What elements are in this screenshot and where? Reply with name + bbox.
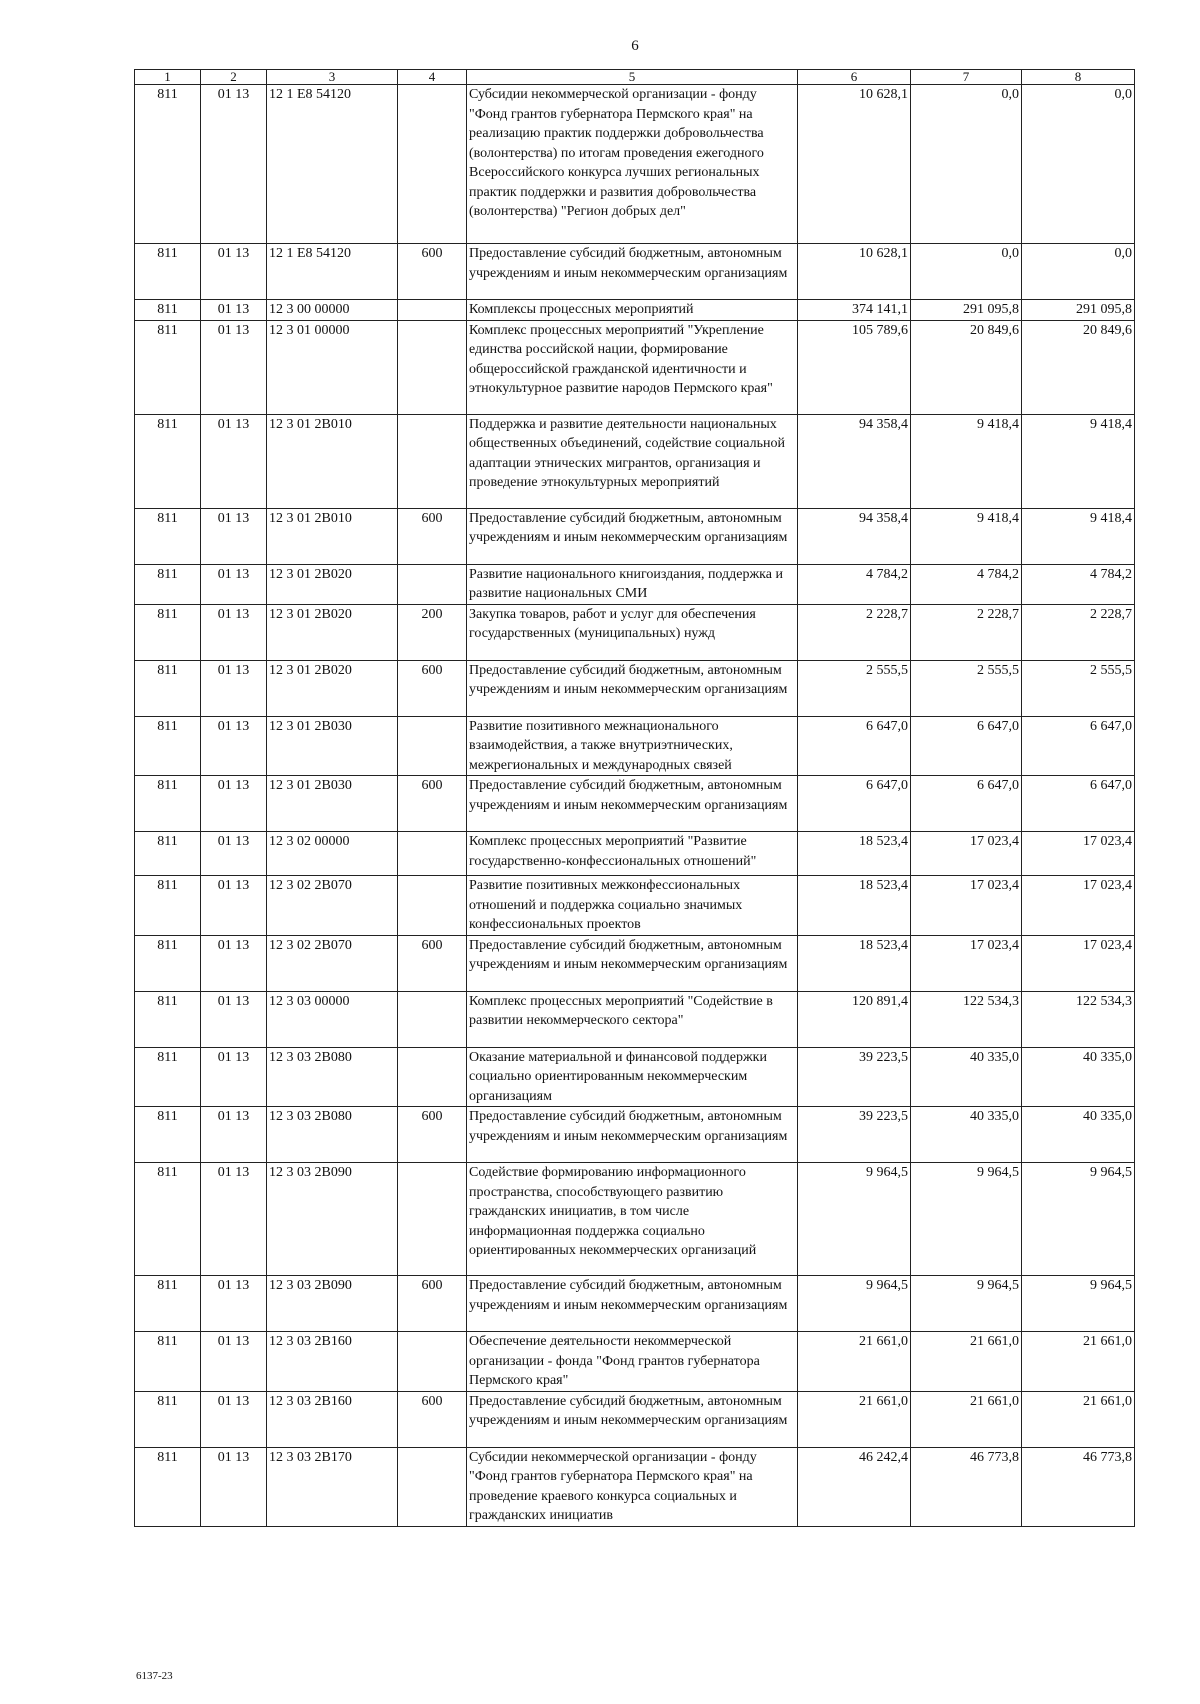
amount-cell: 374 141,1: [798, 300, 911, 321]
table-row: [135, 935, 1135, 991]
section-code-cell: 01 13: [201, 604, 267, 660]
table-row: [135, 716, 1135, 776]
table-row: [135, 1391, 1135, 1447]
table-row: [135, 660, 1135, 716]
target-article-cell: 12 1 E8 54120: [267, 244, 398, 300]
column-header: 2: [201, 70, 267, 85]
amount-cell: 6 647,0: [911, 716, 1022, 776]
amount-cell: 94 358,4: [798, 508, 911, 564]
section-code-cell: 01 13: [201, 1107, 267, 1163]
table-row: [135, 1276, 1135, 1332]
amount-cell: 9 964,5: [1022, 1276, 1135, 1332]
admin-code-cell: 811: [135, 244, 201, 300]
section-code-cell: 01 13: [201, 776, 267, 832]
section-code-cell: 01 13: [201, 414, 267, 508]
amount-cell: 94 358,4: [798, 414, 911, 508]
admin-code-cell: 811: [135, 991, 201, 1047]
admin-code-cell: 811: [135, 564, 201, 604]
amount-cell: 17 023,4: [911, 935, 1022, 991]
section-code-cell: 01 13: [201, 300, 267, 321]
table-row: [135, 776, 1135, 832]
admin-code-cell: 811: [135, 85, 201, 244]
expense-type-cell: 600: [398, 1276, 467, 1332]
amount-cell: 6 647,0: [1022, 776, 1135, 832]
amount-cell: 40 335,0: [1022, 1047, 1135, 1107]
section-code-cell: 01 13: [201, 935, 267, 991]
description-cell: Содействие формированию информационного пространства, способствующего развитию гражданских инициатив, в том числе информационная поддержка социально ориентированных некоммерческих организаций: [467, 1163, 798, 1276]
expense-type-cell: [398, 1163, 467, 1276]
description-cell: Развитие позитивного межнационального взаимодействия, а также внутриэтнических, межрегиональных и международных связей: [467, 716, 798, 776]
footer-document-code: 6137-23: [136, 1670, 173, 1682]
page-number: 6: [631, 38, 639, 54]
amount-cell: 9 418,4: [911, 508, 1022, 564]
description-cell: Предоставление субсидий бюджетным, автономным учреждениям и иным некоммерческим организациям: [467, 660, 798, 716]
target-article-cell: 12 3 01 2B020: [267, 604, 398, 660]
description-cell: Предоставление субсидий бюджетным, автономным учреждениям и иным некоммерческим организациям: [467, 935, 798, 991]
expense-type-cell: 600: [398, 508, 467, 564]
amount-cell: 21 661,0: [911, 1391, 1022, 1447]
table-row: [135, 1163, 1135, 1276]
table-row: [135, 300, 1135, 321]
amount-cell: 20 849,6: [1022, 320, 1135, 414]
expense-type-cell: 600: [398, 1391, 467, 1447]
amount-cell: 17 023,4: [1022, 832, 1135, 876]
expense-type-cell: [398, 991, 467, 1047]
target-article-cell: 12 3 03 2B170: [267, 1447, 398, 1526]
target-article-cell: 12 3 03 2B090: [267, 1163, 398, 1276]
expense-type-cell: [398, 1332, 467, 1392]
expense-type-cell: [398, 876, 467, 936]
table-row: [135, 1447, 1135, 1526]
expense-type-cell: 600: [398, 776, 467, 832]
expense-type-cell: [398, 1447, 467, 1526]
table-row: [135, 1332, 1135, 1392]
description-cell: Развитие позитивных межконфессиональных отношений и поддержка социально значимых конфессиональных проектов: [467, 876, 798, 936]
column-header: 7: [911, 70, 1022, 85]
amount-cell: 0,0: [1022, 85, 1135, 244]
amount-cell: 2 228,7: [911, 604, 1022, 660]
section-code-cell: 01 13: [201, 832, 267, 876]
table-row: [135, 876, 1135, 936]
description-cell: Обеспечение деятельности некоммерческой организации - фонда "Фонд грантов губернатора Пермского края": [467, 1332, 798, 1392]
expense-type-cell: 600: [398, 244, 467, 300]
amount-cell: 17 023,4: [1022, 876, 1135, 936]
admin-code-cell: 811: [135, 1276, 201, 1332]
section-code-cell: 01 13: [201, 1163, 267, 1276]
amount-cell: 291 095,8: [1022, 300, 1135, 321]
amount-cell: 122 534,3: [911, 991, 1022, 1047]
table-row: [135, 508, 1135, 564]
amount-cell: 17 023,4: [911, 832, 1022, 876]
amount-cell: 46 773,8: [1022, 1447, 1135, 1526]
description-cell: Комплексы процессных мероприятий: [467, 300, 798, 321]
admin-code-cell: 811: [135, 414, 201, 508]
description-cell: Комплекс процессных мероприятий "Развитие государственно-конфессиональных отношений": [467, 832, 798, 876]
expense-type-cell: 600: [398, 1107, 467, 1163]
amount-cell: 21 661,0: [798, 1332, 911, 1392]
amount-cell: 17 023,4: [1022, 935, 1135, 991]
amount-cell: 6 647,0: [911, 776, 1022, 832]
column-header: 3: [267, 70, 398, 85]
target-article-cell: 12 3 01 2B030: [267, 776, 398, 832]
admin-code-cell: 811: [135, 832, 201, 876]
amount-cell: 9 964,5: [798, 1276, 911, 1332]
table-header-row: [135, 70, 1135, 85]
amount-cell: 122 534,3: [1022, 991, 1135, 1047]
amount-cell: 4 784,2: [911, 564, 1022, 604]
admin-code-cell: 811: [135, 300, 201, 321]
description-cell: Предоставление субсидий бюджетным, автономным учреждениям и иным некоммерческим организациям: [467, 776, 798, 832]
target-article-cell: 12 3 01 2B010: [267, 508, 398, 564]
target-article-cell: 12 3 01 00000: [267, 320, 398, 414]
amount-cell: 9 418,4: [911, 414, 1022, 508]
table-row: [135, 1107, 1135, 1163]
description-cell: Предоставление субсидий бюджетным, автономным учреждениям и иным некоммерческим организациям: [467, 244, 798, 300]
amount-cell: 10 628,1: [798, 85, 911, 244]
section-code-cell: 01 13: [201, 1332, 267, 1392]
amount-cell: 21 661,0: [911, 1332, 1022, 1392]
amount-cell: 0,0: [911, 85, 1022, 244]
expense-type-cell: [398, 832, 467, 876]
admin-code-cell: 811: [135, 1163, 201, 1276]
amount-cell: 2 228,7: [798, 604, 911, 660]
description-cell: Предоставление субсидий бюджетным, автономным учреждениям и иным некоммерческим организациям: [467, 1276, 798, 1332]
section-code-cell: 01 13: [201, 1447, 267, 1526]
amount-cell: 40 335,0: [911, 1047, 1022, 1107]
column-header: 8: [1022, 70, 1135, 85]
amount-cell: 105 789,6: [798, 320, 911, 414]
admin-code-cell: 811: [135, 604, 201, 660]
amount-cell: 291 095,8: [911, 300, 1022, 321]
amount-cell: 18 523,4: [798, 935, 911, 991]
admin-code-cell: 811: [135, 1047, 201, 1107]
target-article-cell: 12 3 03 00000: [267, 991, 398, 1047]
amount-cell: 2 555,5: [798, 660, 911, 716]
description-cell: Комплекс процессных мероприятий "Укрепление единства российской нации, формирование общероссийской гражданской идентичности и этнокультурное развитие народов Пермского края": [467, 320, 798, 414]
column-header: 4: [398, 70, 467, 85]
amount-cell: 0,0: [911, 244, 1022, 300]
amount-cell: 21 661,0: [1022, 1391, 1135, 1447]
expense-type-cell: 200: [398, 604, 467, 660]
table-row: [135, 832, 1135, 876]
amount-cell: 9 418,4: [1022, 414, 1135, 508]
section-code-cell: 01 13: [201, 716, 267, 776]
section-code-cell: 01 13: [201, 991, 267, 1047]
table-row: [135, 564, 1135, 604]
target-article-cell: 12 3 03 2B080: [267, 1047, 398, 1107]
target-article-cell: 12 3 03 2B160: [267, 1332, 398, 1392]
section-code-cell: 01 13: [201, 1276, 267, 1332]
amount-cell: 18 523,4: [798, 832, 911, 876]
amount-cell: 2 555,5: [1022, 660, 1135, 716]
expense-type-cell: [398, 414, 467, 508]
amount-cell: 9 964,5: [911, 1163, 1022, 1276]
column-header: 6: [798, 70, 911, 85]
amount-cell: 120 891,4: [798, 991, 911, 1047]
description-cell: Закупка товаров, работ и услуг для обеспечения государственных (муниципальных) нужд: [467, 604, 798, 660]
amount-cell: 9 418,4: [1022, 508, 1135, 564]
target-article-cell: 12 3 02 2B070: [267, 876, 398, 936]
target-article-cell: 12 1 E8 54120: [267, 85, 398, 244]
amount-cell: 6 647,0: [798, 776, 911, 832]
admin-code-cell: 811: [135, 935, 201, 991]
description-cell: Предоставление субсидий бюджетным, автономным учреждениям и иным некоммерческим организациям: [467, 1107, 798, 1163]
description-cell: Развитие национального книгоиздания, поддержка и развитие национальных СМИ: [467, 564, 798, 604]
expense-type-cell: 600: [398, 660, 467, 716]
target-article-cell: 12 3 01 2B030: [267, 716, 398, 776]
amount-cell: 2 555,5: [911, 660, 1022, 716]
target-article-cell: 12 3 01 2B010: [267, 414, 398, 508]
section-code-cell: 01 13: [201, 564, 267, 604]
target-article-cell: 12 3 01 2B020: [267, 564, 398, 604]
description-cell: Субсидии некоммерческой организации - фонду "Фонд грантов губернатора Пермского края" на проведение краевого конкурса социальных и гражданских инициатив: [467, 1447, 798, 1526]
amount-cell: 21 661,0: [798, 1391, 911, 1447]
amount-cell: 20 849,6: [911, 320, 1022, 414]
section-code-cell: 01 13: [201, 1391, 267, 1447]
table-row: [135, 604, 1135, 660]
description-cell: Субсидии некоммерческой организации - фонду "Фонд грантов губернатора Пермского края" на реализацию практик поддержки добровольчества (волонтерства) по итогам проведения ежегодного Всероссийского конкурса лучших региональных практик поддержки и развития добровольчества (волонтерства) "Регион добрых дел": [467, 85, 798, 244]
expense-type-cell: [398, 85, 467, 244]
target-article-cell: 12 3 03 2B160: [267, 1391, 398, 1447]
description-cell: Комплекс процессных мероприятий "Содействие в развитии некоммерческого сектора": [467, 991, 798, 1047]
description-cell: Поддержка и развитие деятельности национальных общественных объединений, содействие социальной адаптации этнических мигрантов, организация и проведение этнокультурных мероприятий: [467, 414, 798, 508]
table-row: [135, 85, 1135, 244]
table-row: [135, 320, 1135, 414]
amount-cell: 39 223,5: [798, 1047, 911, 1107]
expense-type-cell: [398, 564, 467, 604]
target-article-cell: 12 3 03 2B080: [267, 1107, 398, 1163]
description-cell: Оказание материальной и финансовой поддержки социально ориентированным некоммерческим организациям: [467, 1047, 798, 1107]
admin-code-cell: 811: [135, 320, 201, 414]
target-article-cell: 12 3 03 2B090: [267, 1276, 398, 1332]
admin-code-cell: 811: [135, 716, 201, 776]
amount-cell: 46 773,8: [911, 1447, 1022, 1526]
description-cell: Предоставление субсидий бюджетным, автономным учреждениям и иным некоммерческим организациям: [467, 508, 798, 564]
amount-cell: 4 784,2: [798, 564, 911, 604]
table-row: [135, 1047, 1135, 1107]
target-article-cell: 12 3 02 2B070: [267, 935, 398, 991]
expense-type-cell: [398, 1047, 467, 1107]
admin-code-cell: 811: [135, 1391, 201, 1447]
amount-cell: 9 964,5: [1022, 1163, 1135, 1276]
amount-cell: 0,0: [1022, 244, 1135, 300]
section-code-cell: 01 13: [201, 85, 267, 244]
section-code-cell: 01 13: [201, 508, 267, 564]
table-row: [135, 414, 1135, 508]
amount-cell: 9 964,5: [798, 1163, 911, 1276]
amount-cell: 6 647,0: [1022, 716, 1135, 776]
target-article-cell: 12 3 02 00000: [267, 832, 398, 876]
amount-cell: 6 647,0: [798, 716, 911, 776]
section-code-cell: 01 13: [201, 660, 267, 716]
amount-cell: 18 523,4: [798, 876, 911, 936]
admin-code-cell: 811: [135, 1107, 201, 1163]
section-code-cell: 01 13: [201, 876, 267, 936]
admin-code-cell: 811: [135, 508, 201, 564]
admin-code-cell: 811: [135, 1447, 201, 1526]
amount-cell: 9 964,5: [911, 1276, 1022, 1332]
amount-cell: 40 335,0: [1022, 1107, 1135, 1163]
target-article-cell: 12 3 01 2B020: [267, 660, 398, 716]
admin-code-cell: 811: [135, 660, 201, 716]
column-header: 1: [135, 70, 201, 85]
amount-cell: 10 628,1: [798, 244, 911, 300]
expense-type-cell: [398, 716, 467, 776]
amount-cell: 2 228,7: [1022, 604, 1135, 660]
amount-cell: 39 223,5: [798, 1107, 911, 1163]
amount-cell: 17 023,4: [911, 876, 1022, 936]
description-cell: Предоставление субсидий бюджетным, автономным учреждениям и иным некоммерческим организациям: [467, 1391, 798, 1447]
expense-type-cell: [398, 300, 467, 321]
target-article-cell: 12 3 00 00000: [267, 300, 398, 321]
expense-type-cell: 600: [398, 935, 467, 991]
admin-code-cell: 811: [135, 1332, 201, 1392]
column-header: 5: [467, 70, 798, 85]
admin-code-cell: 811: [135, 776, 201, 832]
table-row: [135, 991, 1135, 1047]
amount-cell: 21 661,0: [1022, 1332, 1135, 1392]
admin-code-cell: 811: [135, 876, 201, 936]
amount-cell: 4 784,2: [1022, 564, 1135, 604]
section-code-cell: 01 13: [201, 320, 267, 414]
amount-cell: 40 335,0: [911, 1107, 1022, 1163]
expense-type-cell: [398, 320, 467, 414]
table-row: [135, 244, 1135, 300]
amount-cell: 46 242,4: [798, 1447, 911, 1526]
budget-table: [134, 69, 1135, 1527]
section-code-cell: 01 13: [201, 244, 267, 300]
section-code-cell: 01 13: [201, 1047, 267, 1107]
